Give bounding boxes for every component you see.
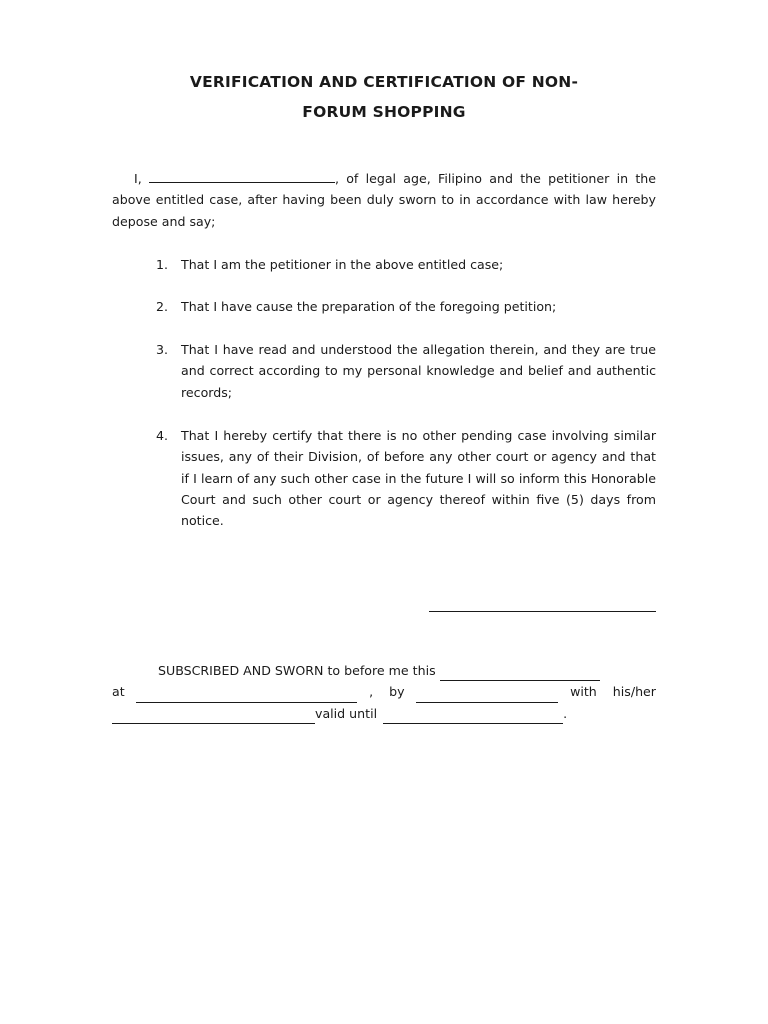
list-item-number: 1. bbox=[156, 257, 169, 272]
intro-paragraph bbox=[112, 168, 656, 232]
list-item-text: That I hereby certify that there is no other pending case involving similar issues, any of their Division, of before any other court or agency and that if I learn of any such other case in the future I will so inform this Honorable Court and such other court or agency thereof within five (5) days from notice. bbox=[181, 428, 656, 529]
jurat-valid-until-text: valid until bbox=[315, 705, 378, 721]
jurat-by-text: , by bbox=[369, 684, 405, 700]
place-blank[interactable] bbox=[136, 688, 357, 703]
id-blank[interactable] bbox=[416, 688, 558, 703]
signature-line[interactable] bbox=[429, 611, 656, 612]
jurat-line-1 bbox=[112, 660, 656, 681]
title-line-1: VERIFICATION AND CERTIFICATION OF NON- bbox=[189, 73, 579, 91]
list-item-number: 3. bbox=[156, 342, 169, 357]
list-item-number: 2. bbox=[156, 299, 169, 314]
list-item bbox=[156, 254, 656, 275]
jurat-at-text: at bbox=[112, 684, 125, 700]
jurat-section bbox=[112, 660, 656, 724]
list-item bbox=[156, 296, 656, 317]
jurat-subscribed-text: SUBSCRIBED AND SWORN to before me this bbox=[158, 663, 436, 678]
jurat-period: . bbox=[563, 705, 568, 721]
title-line-2: FORUM SHOPPING bbox=[302, 103, 466, 121]
intro-prefix: I, bbox=[134, 171, 142, 186]
name-blank[interactable] bbox=[149, 168, 335, 183]
intro-text: , of legal age, Filipino and the petitioner in the above entitled case, after having been duly sworn to in accordance with law hereby depose and say; bbox=[112, 171, 656, 229]
list-item-text: That I have cause the preparation of the foregoing petition; bbox=[181, 299, 557, 314]
document-title bbox=[112, 67, 656, 127]
jurat-line-2 bbox=[112, 681, 656, 702]
list-item-number: 4. bbox=[156, 428, 169, 443]
jurat-line-3 bbox=[112, 703, 656, 724]
list-item bbox=[156, 425, 656, 531]
validity-date-blank[interactable] bbox=[383, 709, 563, 724]
list-item bbox=[156, 339, 656, 403]
list-item-text: That I have read and understood the allegation therein, and they are true and correct according to my personal knowledge and belief and authentic records; bbox=[181, 342, 656, 400]
jurat-with-text: with his/her bbox=[570, 684, 656, 700]
list-item-text: That I am the petitioner in the above entitled case; bbox=[181, 257, 504, 272]
date-blank[interactable] bbox=[440, 666, 600, 681]
id-number-blank[interactable] bbox=[112, 709, 315, 724]
